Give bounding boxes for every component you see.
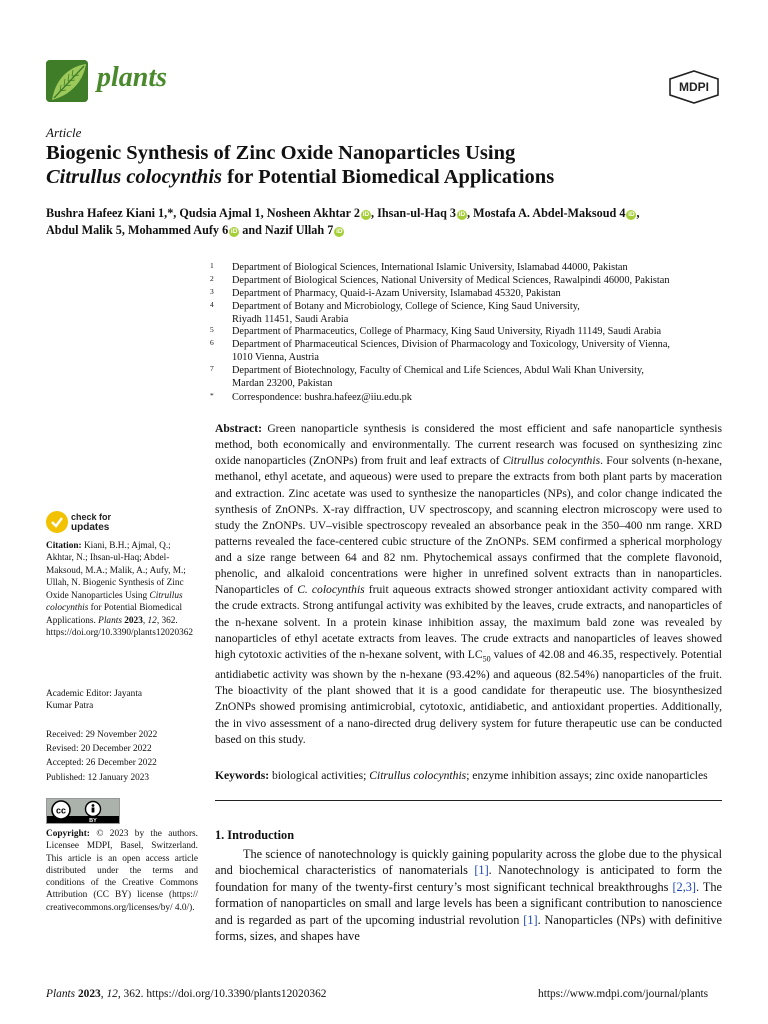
title-line-2: for Potential Biomedical Applications	[222, 166, 555, 188]
orcid-icon[interactable]: iD	[230, 228, 238, 235]
cc-by-license-badge[interactable]	[46, 798, 120, 824]
revised-date: Revised: 20 December 2022	[46, 744, 152, 755]
orcid-icon[interactable]: iD	[336, 228, 343, 235]
orcid-icon[interactable]: iD	[362, 211, 370, 218]
affiliation-1: 1 Department of Biological Sciences, International Islamic University, Islamabad 44000, Pakistan	[210, 261, 628, 273]
by-icon: BY	[89, 818, 97, 823]
dates-block	[46, 728, 198, 785]
cc-icon: cc	[55, 805, 67, 816]
author-group-5: and Nazif Ullah 7	[239, 223, 334, 237]
footer-citation: Plants 2023, 12, 362. https://doi.org/10.3390/plants12020362	[46, 988, 327, 1000]
check-updates-text: check for updates	[71, 512, 112, 533]
author-group-1: Bushra Hafeez Kiani 1,*, Qudsia Ajmal 1, Nosheen Akhtar 2	[46, 206, 360, 220]
accepted-date: Accepted: 26 December 2022	[46, 758, 157, 769]
affiliation-7: 7 Department of Biotechnology, Faculty of Chemical and Life Sciences, Abdul Wali Khan University, Mardan 23200, Pakistan	[210, 364, 644, 389]
journal-name: plants	[97, 62, 168, 93]
abstract: Abstract: Green nanoparticle synthesis is considered the most efficient and safe nanoparticle synthesis method, both economically and environmentally. The current research was focused on synthesizing zinc oxide nanoparticles (ZnONPs) from fruit and leaf extracts of Citrullus colocynthis. Four solvents (n-hexane, methanol, ethyl acetate, and aqueous) were used to prepare the extracts from both plant parts by maceration and extraction. Zinc acetate was used to synthesize the nanoparticles (NPs), and color change indicated the synthesis of ZnONPs. X-ray diffraction, UV spectroscopy, and scanning electron microscopy were used to study the ZnONPs. UV–visible spectroscopy revealed an absorbance peak in the 350–400 nm range. XRD patterns revealed the face-centered cubic structure of the ZnONPs. SEM confirmed a spherical morphology and a size range between 64 and 82 nm. Phytochemical assays confirmed that the complete flavonoid, phenolic, and alkaloid concentrations were higher in unrefined solvent extracts than in nanoparticles. Nanoparticles of C. colocynthis fruit aqueous extracts showed stronger antioxidant activity compared with the crude extracts. Strong antifungal activity was exhibited by the leaves, crude extracts, and nanoparticles of the n-hexane solvent. In a protein kinase inhibition assay, the maximum bald zone was revealed by nanoparticles of ethyl acetate extracts from leaves. The crude extracts and nanoparticles of leaves showed high cytotoxic activities of the n-hexane solvent, with $LC_{50}$ values of 42.08 and 46.35, respectively. Potential antidiabetic activity was shown by the n-hexane (93.42%) and aqueous (82.54%) nanoparticles of the fruit. The bioactivity of the plant showed that it is a good candidate for therapeutic use. The biosynthesized ZnONPs showed promising antimicrobial, cytotoxic, antidiabetic, and antioxidant properties. Additionally, the in vivo assessment of a nano-directed drug delivery system for future therapeutic use can be conducted based on this study.	[215, 422, 722, 746]
published-date: Published: 12 January 2023	[46, 772, 150, 783]
academic-editor: Academic Editor: Jayanta Kumar Patra	[46, 689, 143, 712]
affiliation-5: 5 Department of Pharmaceutics, College of Pharmacy, King Saud University, Riyadh 11149, Saudi Arabia	[210, 325, 662, 337]
section-divider	[215, 800, 722, 801]
author-group-2: , Ihsan-ul-Haq 3	[370, 206, 456, 220]
received-date: Received: 29 November 2022	[46, 730, 158, 740]
affiliation-4: 4 Department of Botany and Microbiology, College of Science, King Saud University, Riyadh 11451, Saudi Arabia	[210, 300, 580, 325]
orcid-icon[interactable]: iD	[628, 211, 635, 218]
author-group-3: , Mostafa A. Abdel-Maksoud 4	[467, 206, 626, 220]
correspondence: * Correspondence: bushra.hafeez@iiu.edu.pk	[210, 391, 412, 403]
affiliation-2: 2 Department of Biological Sciences, National University of Medical Sciences, Rawalpindi 46000, Pakistan	[210, 274, 670, 286]
affiliation-3: 3 Department of Pharmacy, Quaid-i-Azam University, Islamabad 45320, Pakistan	[210, 287, 561, 299]
article-title	[46, 141, 736, 189]
author-list: Bushra Hafeez Kiani 1,*, Qudsia Ajmal 1, Nosheen Akhtar 2 iD , Ihsan-ul-Haq 3 iD , Mostafa A. Abdel-Maksoud 4 iD , Abdul Malik 5, Mohammed Aufy 6 iD and Nazif Ullah 7 iD	[46, 206, 640, 237]
title-line-1: Biogenic Synthesis of Zinc Oxide Nanoparticles Using	[46, 142, 516, 164]
keywords-label: Keywords:	[215, 769, 270, 782]
check-updates-icon	[46, 511, 68, 533]
citation-block: Citation: Kiani, B.H.; Ajmal, Q.; Akhtar, N.; Ihsan-ul-Haq; Abdel-Maksoud, M.A.; Malik, A.; Aufy, M.; Ullah, N. Biogenic Synthesis of Zinc Oxide Nanoparticles Using Citrullus colocynthis for Potential Biomedical Applications. Plants 2023, 12, 362. https://doi.org/10.3390/plants12020362	[46, 541, 194, 639]
copyright-notice: Copyright: © 2023 by the authors. Licensee MDPI, Basel, Switzerland. This article is an open access article distributed under the terms and conditions of the Creative Commons Attribution (CC BY) license (https:// creativecommons.org/licenses/by/ 4.0/).	[46, 829, 198, 913]
introduction-text: The science of nanotechnology is quickly gaining popularity across the globe due to the physical and biochemical characteristics of nanomaterials [1]. Nanotechnology is anticipated to form the foundation for many of the twenty-first century’s most significant technical breakthroughs [2,3]. The formation of nanoparticles on small and large levels has been a significant contribution to nanoscience and is regarded as part of the upcoming industrial revolution [1]. Nanoparticles (NPs) with definitive forms, sizes, and shapes have	[215, 847, 723, 944]
citation-link[interactable]: [1]	[523, 912, 538, 927]
citation-link[interactable]: [1]	[474, 863, 489, 878]
article-type: Article	[46, 125, 82, 140]
mdpi-logo-text: MDPI	[679, 80, 709, 94]
orcid-icon[interactable]: iD	[458, 211, 466, 218]
keywords: Keywords: biological activities; Citrullus colocynthis; enzyme inhibition assays; zinc oxide nanoparticles	[215, 769, 708, 782]
footer-journal-url[interactable]: https://www.mdpi.com/journal/plants	[538, 988, 709, 1000]
citation-link[interactable]: [2,3]	[672, 879, 697, 894]
journal-leaf-logo	[46, 60, 88, 102]
mdpi-logo	[668, 70, 720, 104]
introduction-heading: 1. Introduction	[215, 828, 295, 842]
abstract-label: Abstract:	[215, 422, 263, 435]
check-for-updates-badge[interactable]	[46, 511, 156, 535]
affiliation-6: 6 Department of Pharmaceutical Sciences, Division of Pharmacology and Toxicology, University of Vienna, 1010 Vienna, Austria	[210, 338, 670, 363]
title-species: Citrullus colocynthis	[46, 166, 223, 188]
author-group-4: Abdul Malik 5, Mohammed Aufy 6	[46, 223, 229, 237]
